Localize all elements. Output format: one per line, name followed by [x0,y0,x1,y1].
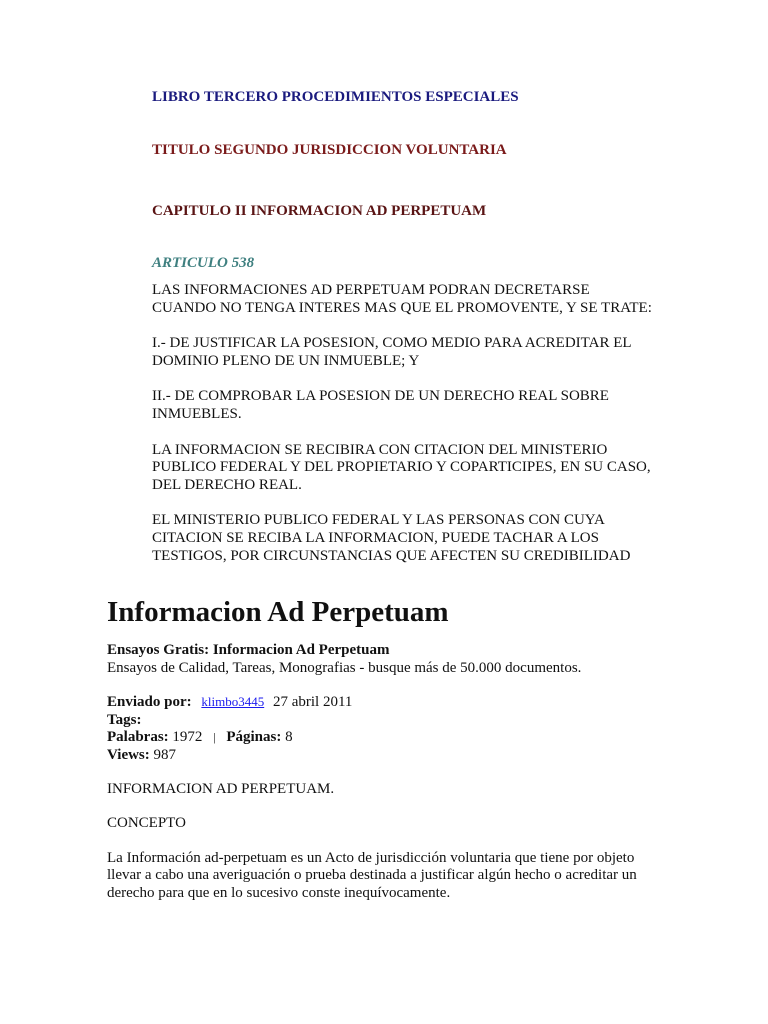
counts-row [107,729,667,747]
essay-title: Informacion Ad Perpetuam [107,596,449,628]
paragraph-line: LAS INFORMACIONES AD PERPETUAM PODRAN DECRETARSE [152,282,590,298]
paragraph-line: DEL DERECHO REAL. [152,476,302,493]
paragraph-line: La Información ad-perpetuam es un Acto de jurisdicción voluntaria que tiene por objeto [107,849,635,866]
article-paragraph-4 [152,442,692,495]
palabras-label: Palabras: [107,729,169,746]
tags-row [107,712,667,730]
essay-section [107,592,667,903]
law-excerpt [152,88,692,565]
paragraph-line: PUBLICO FEDERAL Y DEL PROPIETARIO Y COPARTICIPES, EN SU CASO, [152,459,651,476]
views-label: Views: [107,746,150,763]
ensayos-subtitle: Ensayos de Calidad, Tareas, Monografias - busque más de 50.000 documentos. [107,659,582,676]
palabras-value: 1972 [172,729,203,746]
ensayos-heading: Ensayos Gratis: Informacion Ad Perpetuam [107,642,390,658]
paragraph-line: LA INFORMACION SE RECIBIRA CON CITACION DEL MINISTERIO [152,441,608,458]
titulo-heading: TITULO SEGUNDO JURISDICCION VOLUNTARIA [152,142,507,158]
paragraph-line: TESTIGOS, POR CIRCUNSTANCIAS QUE AFECTEN SU CREDIBILIDAD [152,547,631,564]
article-paragraph-2 [152,335,692,370]
paragraph-line: CITACION SE RECIBA LA INFORMACION, PUEDE TACHAR A LOS [152,529,599,546]
essay-paragraph [107,850,667,903]
post-date: 27 abril 2011 [272,694,353,711]
author-link[interactable]: klimbo3445 [201,694,265,710]
article-paragraph-3 [152,388,692,423]
paragraph-line: DOMINIO PLENO DE UN INMUEBLE; Y [152,352,420,369]
enviado-row [107,693,667,712]
essay-concepto: CONCEPTO [107,815,186,832]
paragraph-line: INMUEBLES. [152,405,242,422]
paragraph-line: llevar a cabo una averiguación o prueba destinada a justificar algún hecho o acreditar un [107,867,637,884]
articulo-heading: ARTICULO 538 [152,255,255,271]
article-paragraph-5 [152,512,692,565]
essay-meta [107,693,667,764]
libro-heading: LIBRO TERCERO PROCEDIMIENTOS ESPECIALES [152,89,519,105]
paragraph-line: CUANDO NO TENGA INTERES MAS QUE EL PROMOVENTE, Y SE TRATE: [152,299,652,316]
paragraph-line: derecho para que en lo sucesivo conste inequívocamente. [107,884,451,901]
paragraph-line: I.- DE JUSTIFICAR LA POSESION, COMO MEDIO PARA ACREDITAR EL [152,335,632,352]
paragraph-line: EL MINISTERIO PUBLICO FEDERAL Y LAS PERSONAS CON CUYA [152,512,605,529]
views-row [107,747,667,765]
paginas-label: Páginas: [226,729,282,746]
enviado-label: Enviado por: [107,694,192,711]
views-value: 987 [153,746,177,763]
essay-body-heading: INFORMACION AD PERPETUAM. [107,780,335,797]
tags-label: Tags: [107,711,142,728]
article-paragraph-1 [152,282,692,317]
paragraph-line: II.- DE COMPROBAR LA POSESION DE UN DERECHO REAL SOBRE [152,388,609,405]
paginas-value: 8 [285,729,293,746]
meta-separator: | [213,730,216,745]
capitulo-heading: CAPITULO II INFORMACION AD PERPETUAM [152,203,487,219]
